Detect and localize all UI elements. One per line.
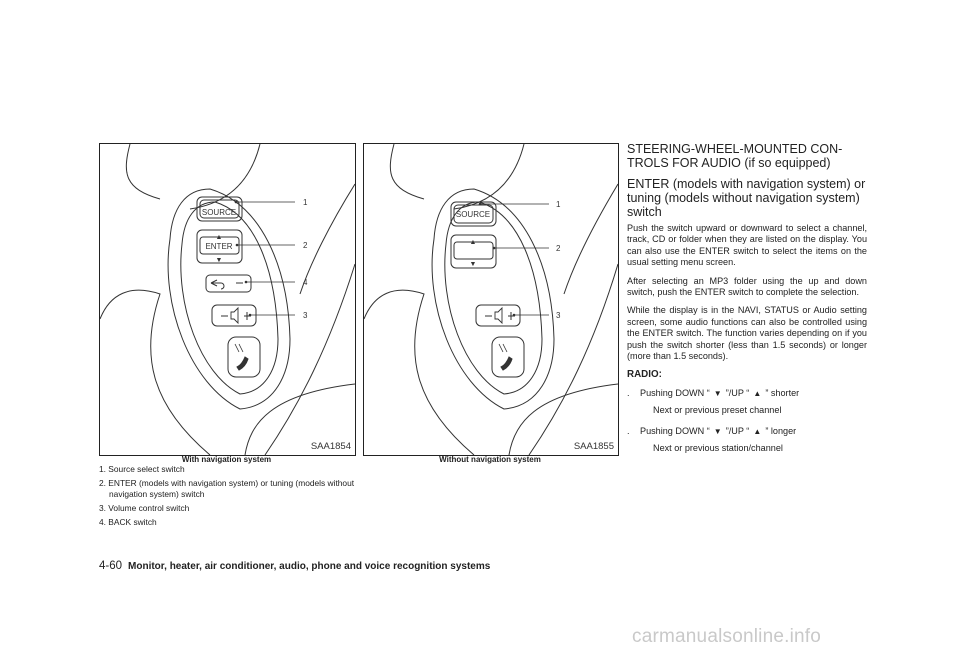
- paragraph: While the display is in the NAVI, STATUS or Audio setting screen, some audio functions can also be controlled using the ENTER switch. The function varies depending on if you push the switch shorter (less than 1.5 seconds) or longer (more than 1.5 seconds).: [627, 305, 867, 362]
- down-arrow-icon: ▼: [713, 389, 722, 399]
- callout-4: 4: [303, 278, 308, 287]
- down-arrow-icon: ▼: [713, 427, 722, 437]
- footer-title: Monitor, heater, air conditioner, audio, phone and voice recognition systems: [128, 561, 491, 572]
- bullet-text-a: Pushing DOWN “: [640, 388, 710, 399]
- callout-3: 3: [303, 311, 308, 320]
- legend-item: 4. BACK switch: [99, 517, 157, 527]
- bullet-dot: .: [627, 388, 630, 399]
- bullet-text-c: ” shorter: [765, 388, 800, 399]
- source-label: SOURCE: [455, 210, 491, 219]
- page-footer: [99, 560, 490, 572]
- callout-1: 1: [556, 200, 561, 209]
- bullet-detail: Next or previous station/channel: [653, 443, 783, 454]
- switch-legend: [99, 464, 359, 531]
- bullet-text-a: Pushing DOWN “: [640, 426, 710, 437]
- source-label: SOURCE: [201, 208, 237, 217]
- page-number: 4-60: [99, 560, 123, 572]
- callout-3: 3: [556, 311, 561, 320]
- callout-2: 2: [556, 244, 561, 253]
- up-arrow-icon: ▲: [753, 389, 762, 399]
- legend-item: 2. ENTER (models with navigation system) or tuning (models without navigation system) switch: [99, 478, 355, 499]
- paragraph: Push the switch upward or downward to select a channel, track, CD or folder when they are listed on the display. You can also use the ENTER switch to select the items on the usual setting menu screen.: [627, 223, 867, 268]
- bullet-text-b: ”/UP “: [725, 388, 750, 399]
- steering-wheel-illustration: [364, 144, 618, 455]
- bullet-dot: .: [627, 426, 630, 437]
- svg-text:▼: ▼: [215, 257, 223, 264]
- svg-text:▼: ▼: [469, 261, 477, 268]
- text-column: [627, 142, 867, 464]
- legend-item: 1. Source select switch: [99, 464, 185, 474]
- callout-2: 2: [303, 241, 308, 250]
- bullet-detail: Next or previous preset channel: [653, 405, 782, 416]
- legend-item: 3. Volume control switch: [99, 503, 190, 513]
- figure-caption: With navigation system: [181, 455, 272, 464]
- callout-1: 1: [303, 198, 308, 207]
- bullet-text-b: ”/UP “: [725, 426, 750, 437]
- enter-label: ENTER: [205, 242, 233, 251]
- svg-text:▲: ▲: [215, 234, 223, 241]
- section-subheading: ENTER (models with navigation system) or tuning (models without navigation system) switch: [627, 177, 866, 219]
- svg-text:▲: ▲: [469, 239, 477, 246]
- paragraph: After selecting an MP3 folder using the up and down switch, push the ENTER switch to complete the selection.: [627, 275, 867, 298]
- steering-wheel-illustration: [100, 144, 355, 455]
- list-item: [627, 426, 867, 437]
- figure-code: SAA1855: [573, 441, 614, 452]
- figure-without-navigation: [363, 143, 619, 456]
- bullet-text-c: ” longer: [765, 426, 797, 437]
- watermark: carmanualsonline.info: [632, 626, 822, 647]
- figure-caption: Without navigation system: [439, 455, 541, 464]
- figure-code: SAA1854: [310, 441, 351, 452]
- section-heading: STEERING-WHEEL-MOUNTED CON- TROLS FOR AUDIO (if so equipped): [627, 142, 843, 170]
- radio-heading: RADIO:: [627, 369, 662, 381]
- list-item: [627, 388, 867, 399]
- figure-with-navigation: [99, 143, 356, 456]
- up-arrow-icon: ▲: [753, 427, 762, 437]
